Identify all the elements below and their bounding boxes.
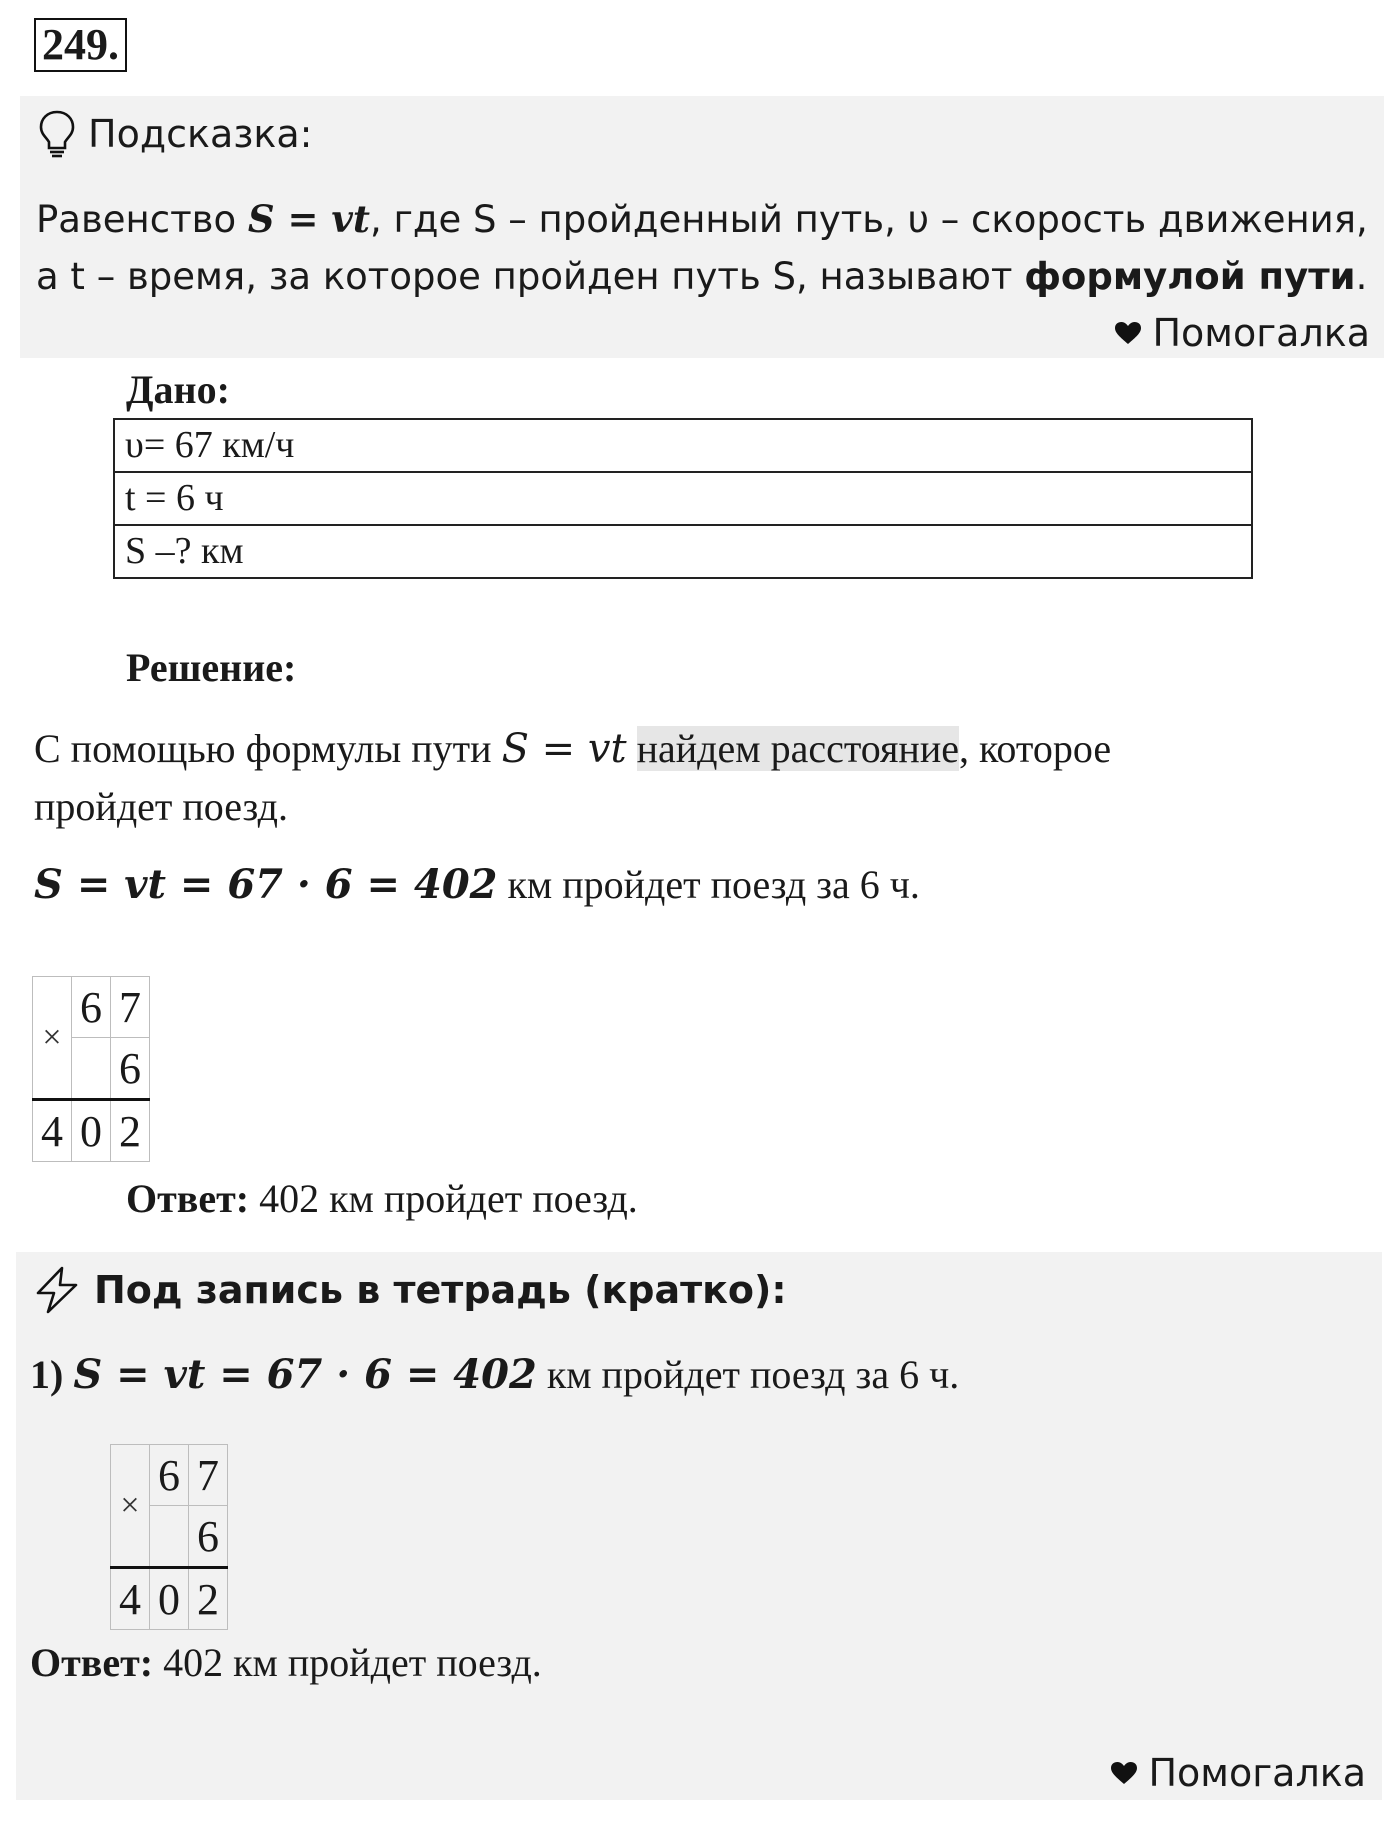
notebook-answer-line xyxy=(30,1634,542,1692)
given-row-time xyxy=(114,472,1252,525)
answer-label: Ответ: xyxy=(30,1640,154,1685)
hint-formula: S = vt xyxy=(247,197,370,241)
calc-digit: 6 xyxy=(189,1506,228,1568)
multiply-sign: × xyxy=(33,977,72,1100)
given-cell: S –? км xyxy=(114,525,1252,578)
given-row-distance xyxy=(114,525,1252,578)
notebook-credit xyxy=(1110,1748,1366,1798)
notebook-equation xyxy=(30,1346,959,1404)
solution-equation xyxy=(34,856,920,914)
problem-number: 249. xyxy=(34,18,127,72)
lightbulb-icon xyxy=(38,109,76,159)
solution-formula: S = vt xyxy=(501,726,627,772)
given-row-speed xyxy=(114,419,1252,472)
calc-digit: 7 xyxy=(189,1445,228,1506)
hint-heading xyxy=(38,106,312,162)
credit-text: Помогалка xyxy=(1152,311,1370,355)
answer-text: 402 км пройдет поезд. xyxy=(249,1176,638,1221)
answer-text: 402 км пройдет поезд. xyxy=(153,1640,542,1685)
solution-line-2: пройдет поезд. xyxy=(34,784,288,829)
hint-line2-suffix: . xyxy=(1355,255,1368,298)
calc-row xyxy=(33,977,150,1038)
given-table xyxy=(113,418,1253,579)
given-label: Дано: xyxy=(126,367,230,412)
hint-text-prefix: Равенство xyxy=(36,198,248,241)
calc-digit: 6 xyxy=(150,1445,189,1506)
calc-digit: 6 xyxy=(111,1038,150,1100)
given-cell: t = 6 ч xyxy=(114,472,1252,525)
notebook-heading xyxy=(32,1262,787,1318)
hint-credit xyxy=(1114,308,1370,358)
hint-line2-prefix: а t – время, за которое пройден путь S, называют xyxy=(36,255,1025,298)
calc-digit: 0 xyxy=(150,1568,189,1630)
hint-title: Подсказка: xyxy=(88,112,313,156)
equation-formula: S = vt = 67 · 6 = 402 xyxy=(34,861,498,908)
hint-text-suffix: , где S – пройденный путь, υ – скорость движения, xyxy=(369,198,1368,241)
heart-icon xyxy=(1114,321,1142,345)
highlighted-phrase: найдем расстояние xyxy=(636,726,959,771)
calc-result-row xyxy=(111,1568,228,1630)
calc-digit: 4 xyxy=(33,1100,72,1162)
calc-digit: 6 xyxy=(72,977,111,1038)
notebook-title: Под запись в тетрадь (кратко): xyxy=(94,1268,787,1312)
answer-line xyxy=(126,1170,638,1228)
calc-digit: 7 xyxy=(111,977,150,1038)
calc-digit: 0 xyxy=(72,1100,111,1162)
calc-row xyxy=(111,1445,228,1506)
calc-digit: 2 xyxy=(189,1568,228,1630)
column-multiplication-notebook xyxy=(110,1444,228,1630)
calc-digit xyxy=(72,1038,111,1100)
solution-label: Решение: xyxy=(126,645,297,690)
equation-suffix: км пройдет поезд за 6 ч. xyxy=(536,1352,960,1397)
column-multiplication xyxy=(32,976,150,1162)
solution-line-1 xyxy=(34,720,1111,778)
equation-formula: S = vt = 67 · 6 = 402 xyxy=(73,1351,537,1398)
hint-term: формулой пути xyxy=(1024,255,1356,298)
lightning-icon xyxy=(32,1265,82,1315)
hint-line-2 xyxy=(36,248,1367,306)
calc-result-row xyxy=(33,1100,150,1162)
calc-digit: 4 xyxy=(111,1568,150,1630)
hint-line-1 xyxy=(36,190,1368,249)
solution-text-suffix: , которое xyxy=(959,726,1112,771)
multiply-sign: × xyxy=(111,1445,150,1568)
credit-text: Помогалка xyxy=(1148,1751,1366,1795)
given-cell: υ= 67 км/ч xyxy=(114,419,1252,472)
equation-suffix: км пройдет поезд за 6 ч. xyxy=(497,862,920,907)
heart-icon xyxy=(1110,1761,1138,1785)
item-number: 1) xyxy=(30,1352,64,1397)
calc-digit xyxy=(150,1506,189,1568)
calc-digit: 2 xyxy=(111,1100,150,1162)
answer-label: Ответ: xyxy=(126,1176,250,1221)
solution-text: С помощью формулы пути xyxy=(34,726,502,771)
